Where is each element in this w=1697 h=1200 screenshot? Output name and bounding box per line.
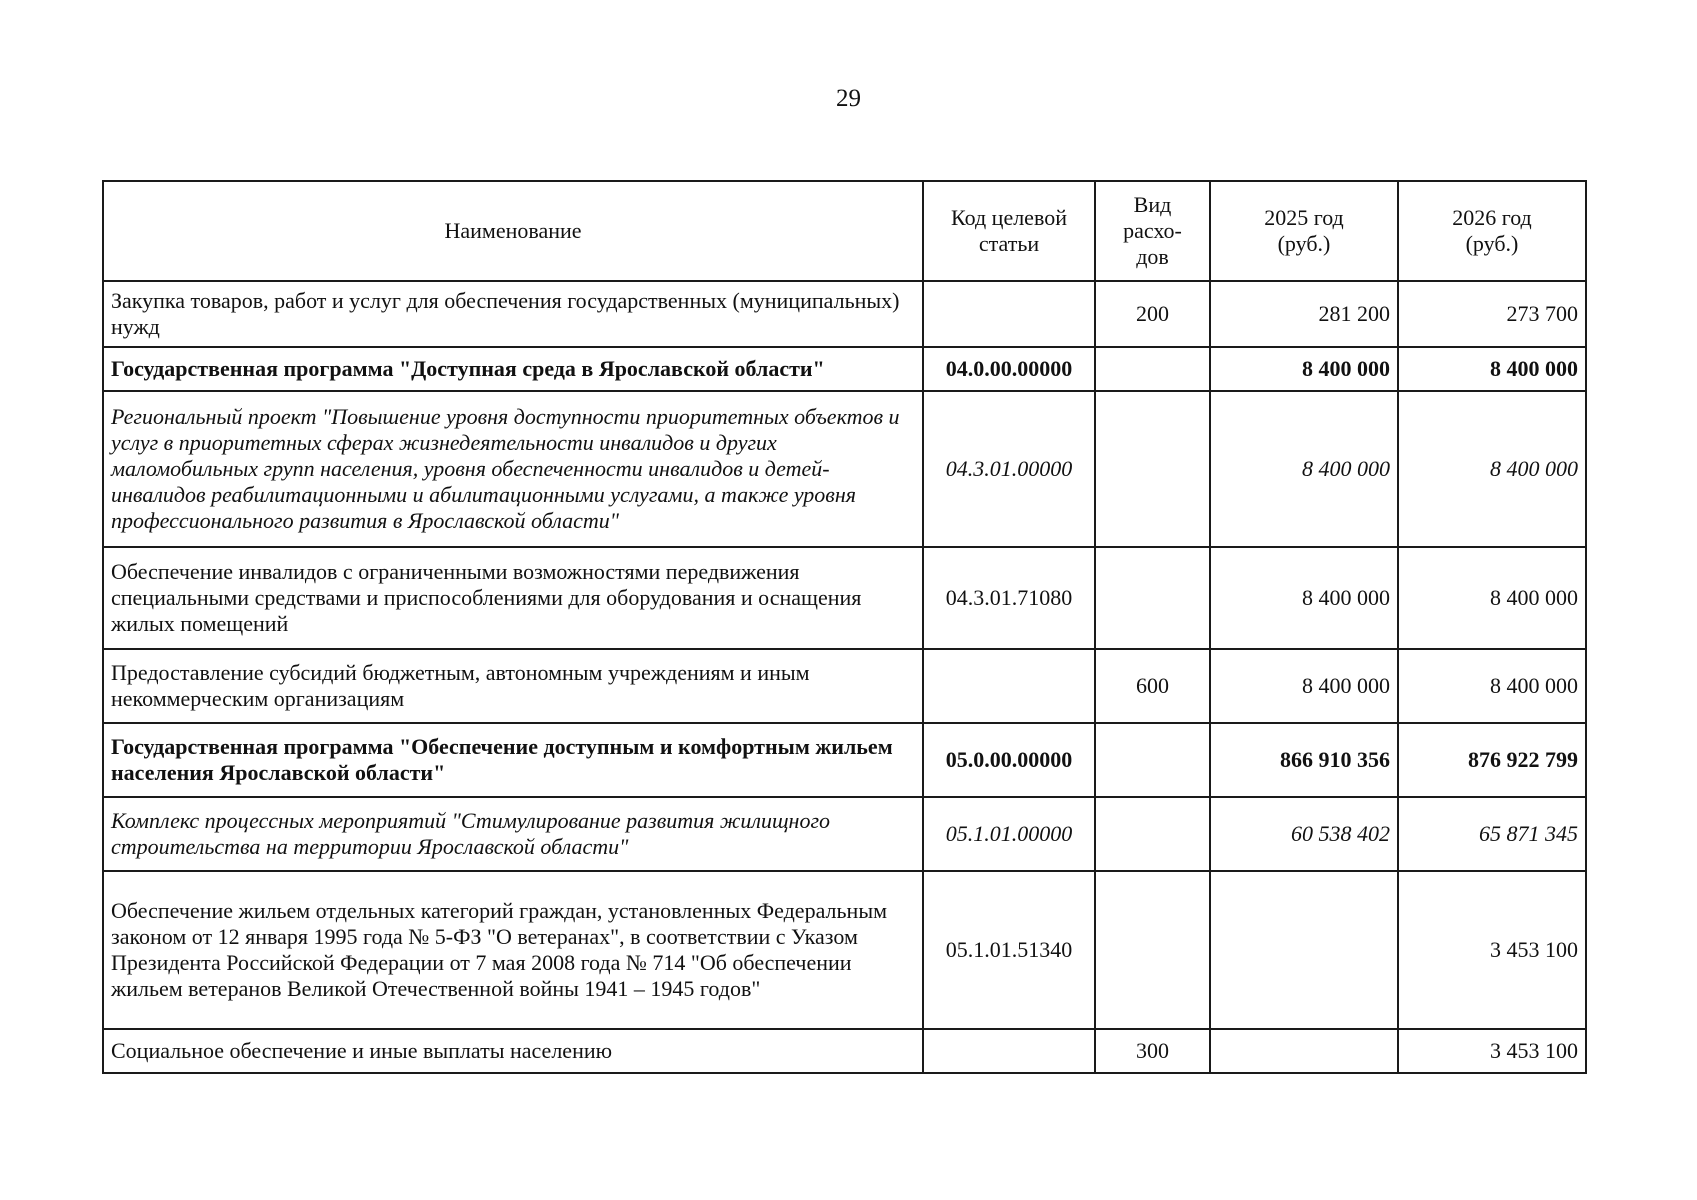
header-vid [1095, 181, 1210, 281]
row-name: Предоставление субсидий бюджетным, автономным учреждениям и иным некоммерческим организациям [103, 649, 923, 723]
row-vid [1095, 547, 1210, 649]
row-vid [1095, 347, 1210, 391]
budget-table [102, 180, 1587, 1074]
table-row [103, 797, 1586, 871]
row-2026: 8 400 000 [1398, 649, 1586, 723]
row-name: Обеспечение инвалидов с ограниченными возможностями передвижения специальными средствами и приспособлениями для оборудования и оснащения жилых помещений [103, 547, 923, 649]
row-name: Региональный проект "Повышение уровня доступности приоритетных объектов и услуг в приоритетных сферах жизнедеятельности инвалидов и других маломобильных групп населения, уровня обеспеченности инвалидов и детей-инвалидов реабилитационными и абилитационными услугами, а также уровня профессионального развития в Ярославской области" [103, 391, 923, 547]
header-code-text: Код целевой статьи [951, 205, 1067, 256]
row-name: Социальное обеспечение и иные выплаты населению [103, 1029, 923, 1073]
header-2025 [1210, 181, 1398, 281]
row-2025: 866 910 356 [1210, 723, 1398, 797]
row-2025: 8 400 000 [1210, 649, 1398, 723]
row-2026: 8 400 000 [1398, 391, 1586, 547]
row-2025 [1210, 871, 1398, 1029]
table-row [103, 547, 1586, 649]
row-vid [1095, 723, 1210, 797]
row-2026: 273 700 [1398, 281, 1586, 347]
row-name: Государственная программа "Обеспечение доступным и комфортным жильем населения Ярославской области" [103, 723, 923, 797]
row-code: 05.1.01.00000 [923, 797, 1095, 871]
row-2026: 65 871 345 [1398, 797, 1586, 871]
row-2025: 60 538 402 [1210, 797, 1398, 871]
row-2026: 8 400 000 [1398, 347, 1586, 391]
header-2026 [1398, 181, 1586, 281]
row-2025: 8 400 000 [1210, 547, 1398, 649]
row-vid [1095, 797, 1210, 871]
row-name: Комплекс процессных мероприятий "Стимулирование развития жилищного строительства на территории Ярославской области" [103, 797, 923, 871]
table-row [103, 1029, 1586, 1073]
row-code: 05.1.01.51340 [923, 871, 1095, 1029]
row-vid: 300 [1095, 1029, 1210, 1073]
row-2026: 876 922 799 [1398, 723, 1586, 797]
row-2025: 8 400 000 [1210, 347, 1398, 391]
row-code: 05.0.00.00000 [923, 723, 1095, 797]
row-2025: 281 200 [1210, 281, 1398, 347]
header-code [923, 181, 1095, 281]
header-vid-text: Вид расхо-дов [1123, 192, 1182, 269]
row-vid [1095, 391, 1210, 547]
header-2025-text: 2025 год (руб.) [1264, 205, 1344, 256]
row-2026: 3 453 100 [1398, 1029, 1586, 1073]
row-vid: 600 [1095, 649, 1210, 723]
row-code: 04.3.01.00000 [923, 391, 1095, 547]
header-2026-text: 2026 год (руб.) [1452, 205, 1532, 256]
row-name: Обеспечение жильем отдельных категорий граждан, установленных Федеральным законом от 12 января 1995 года № 5-ФЗ "О ветеранах", в соответствии с Указом Президента Российской Федерации от 7 мая 2008 года № 714 "Об обеспечении жильем ветеранов Великой Отечественной войны 1941 – 1945 годов" [103, 871, 923, 1029]
header-name: Наименование [103, 181, 923, 281]
row-2026: 8 400 000 [1398, 547, 1586, 649]
table-row [103, 281, 1586, 347]
row-name: Государственная программа "Доступная среда в Ярославской области" [103, 347, 923, 391]
table-row [103, 347, 1586, 391]
row-code [923, 281, 1095, 347]
table-row [103, 871, 1586, 1029]
row-2026: 3 453 100 [1398, 871, 1586, 1029]
table-row [103, 649, 1586, 723]
row-2025: 8 400 000 [1210, 391, 1398, 547]
row-2025 [1210, 1029, 1398, 1073]
row-code [923, 649, 1095, 723]
page-number: 29 [836, 85, 861, 112]
table-row [103, 391, 1586, 547]
row-vid: 200 [1095, 281, 1210, 347]
row-code: 04.3.01.71080 [923, 547, 1095, 649]
row-name: Закупка товаров, работ и услуг для обеспечения государственных (муниципальных) нужд [103, 281, 923, 347]
row-code [923, 1029, 1095, 1073]
row-code: 04.0.00.00000 [923, 347, 1095, 391]
row-vid [1095, 871, 1210, 1029]
table-row [103, 723, 1586, 797]
table-header-row [103, 181, 1586, 281]
